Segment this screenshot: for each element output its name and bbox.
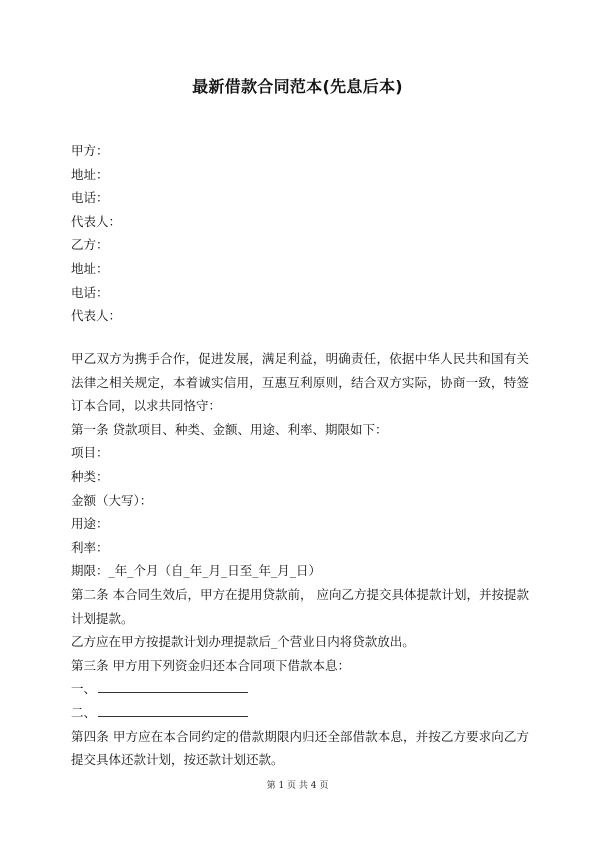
party-b-address-label: 地址： xyxy=(71,260,109,276)
repayment-source-1 xyxy=(71,677,529,701)
intro-paragraph: 甲乙双方为携手合作，促进发展，满足利益，明确责任，依据中华人民共和国有关法律之相关规定，本着诚实信用，互惠互利原则，结合双方实际，协商一致，特签订本合同，以求共同恪守： xyxy=(71,351,529,414)
article-2-followup: 乙方应在甲方按提款计划办理提款后_个营业日内将贷款放出。 xyxy=(71,634,415,650)
party-b-phone-label: 电话： xyxy=(71,284,109,300)
interest-rate-field: 利率： xyxy=(71,539,109,555)
loan-term-field: 期限：_年_个月（自_年_月_日至_年_月_日） xyxy=(71,563,322,579)
article-2-paragraph: 第二条 本合同生效后，甲方在提用贷款前， 应向乙方提交具体提款计划，并按提款计划提款。 xyxy=(71,586,529,626)
document-title: 最新借款合同范本(先息后本) xyxy=(192,77,403,96)
article-4-paragraph: 第四条 甲方应在本合同约定的借款期限内归还全部借款本息，并按乙方要求向乙方提交具体还款计划，按还款计划还款。 xyxy=(71,728,529,768)
article-3-heading: 第三条 甲方用下列资金归还本合同项下借款本息： xyxy=(71,657,350,673)
page-number-footer: 第 1 页 共 4 页 xyxy=(266,781,329,791)
loan-type-field: 种类： xyxy=(71,468,109,484)
party-a-representative-label: 代表人： xyxy=(71,213,122,229)
party-a-phone-label: 电话： xyxy=(71,190,109,206)
repayment-source-2-label: 二、 xyxy=(71,704,97,720)
repayment-source-2 xyxy=(71,701,529,725)
contract-body xyxy=(71,347,529,772)
loan-amount-field: 金额（大写）： xyxy=(71,492,153,508)
party-b-representative-label: 代表人： xyxy=(71,308,122,324)
blank-fill-line xyxy=(98,704,248,717)
blank-fill-line xyxy=(98,680,248,693)
party-b-label: 乙方： xyxy=(71,237,109,253)
loan-purpose-field: 用途： xyxy=(71,516,109,532)
party-info-list xyxy=(71,139,531,328)
article-1-heading: 第一条 贷款项目、种类、金额、用途、利率、期限如下： xyxy=(71,421,388,437)
repayment-source-1-label: 一、 xyxy=(71,681,97,697)
party-a-label: 甲方： xyxy=(71,143,109,158)
loan-project-field: 项目： xyxy=(71,445,109,461)
party-a-address-label: 地址： xyxy=(71,166,109,182)
